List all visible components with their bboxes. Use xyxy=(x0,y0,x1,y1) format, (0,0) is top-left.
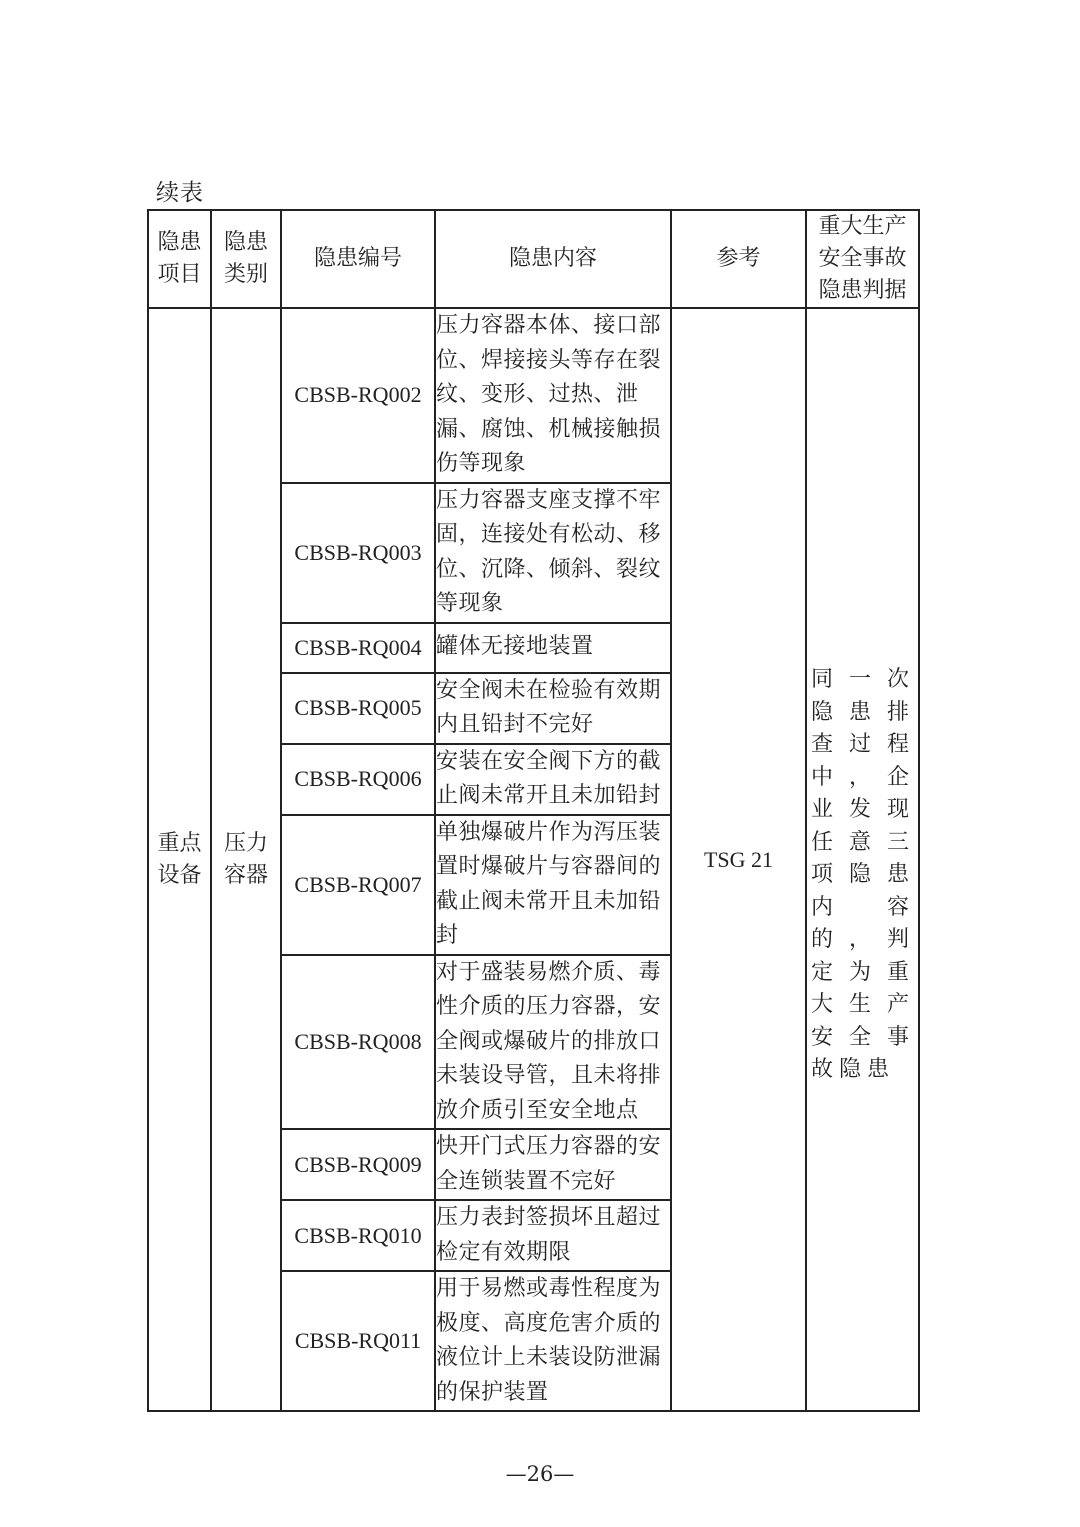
hazard-content-cell: 压力表封签损坏且超过检定有效期限 xyxy=(435,1200,671,1271)
hazard-code-cell: CBSB-RQ004 xyxy=(281,623,435,673)
hazard-content-cell: 压力容器支座支撑不牢固，连接处有松动、移位、沉降、倾斜、裂纹等现象 xyxy=(435,483,671,623)
hazard-content-cell: 罐体无接地装置 xyxy=(435,623,671,673)
hazard-content-cell: 安装在安全阀下方的截止阀未常开且未加铅封 xyxy=(435,744,671,815)
header-hazard-item: 隐患 项目 xyxy=(148,210,211,308)
hazard-content-cell: 安全阀未在检验有效期内且铅封不完好 xyxy=(435,673,671,744)
header-hazard-content: 隐患内容 xyxy=(435,210,671,308)
hazard-content-cell: 单独爆破片作为泻压装置时爆破片与容器间的截止阀未常开且未加铅封 xyxy=(435,815,671,955)
hazard-content-cell: 用于易燃或毒性程度为极度、高度危害介质的液位计上未装设防泄漏的保护装置 xyxy=(435,1271,671,1411)
criteria-text: 同一次隐患排查过程中，企业发现任意三项隐患内容的，判定为重大生产安全事故隐患 xyxy=(811,667,915,1082)
table-row xyxy=(148,308,919,483)
table-caption: 续表 xyxy=(156,180,204,206)
hazard-code-cell: CBSB-RQ007 xyxy=(281,815,435,955)
hazard-content-cell: 压力容器本体、接口部位、焊接接头等存在裂纹、变形、过热、泄漏、腐蚀、机械接触损伤等现象 xyxy=(435,308,671,483)
hazard-code-cell: CBSB-RQ009 xyxy=(281,1129,435,1200)
header-reference: 参考 xyxy=(671,210,806,308)
hazard-content-cell: 快开门式压力容器的安全连锁装置不完好 xyxy=(435,1129,671,1200)
page-number: —26— xyxy=(505,1462,575,1486)
hazard-code-cell: CBSB-RQ005 xyxy=(281,673,435,744)
criteria-cell xyxy=(806,308,919,1411)
reference-cell: TSG 21 xyxy=(671,308,806,1411)
hazard-code-cell: CBSB-RQ008 xyxy=(281,955,435,1130)
hazard-category-cell: 压力 容器 xyxy=(211,308,281,1411)
hazard-item-cell: 重点 设备 xyxy=(148,308,211,1411)
hazard-content-cell: 对于盛装易燃介质、毒性介质的压力容器，安全阀或爆破片的排放口未装设导管，且未将排放介质引至安全地点 xyxy=(435,955,671,1130)
hazard-code-cell: CBSB-RQ011 xyxy=(281,1271,435,1411)
header-major-hazard-criteria: 重大生产 安全事故 隐患判据 xyxy=(806,210,919,308)
hazard-code-cell: CBSB-RQ010 xyxy=(281,1200,435,1271)
header-hazard-code: 隐患编号 xyxy=(281,210,435,308)
hazard-code-cell: CBSB-RQ002 xyxy=(281,308,435,483)
header-hazard-category: 隐患 类别 xyxy=(211,210,281,308)
hazard-code-cell: CBSB-RQ006 xyxy=(281,744,435,815)
hazard-code-cell: CBSB-RQ003 xyxy=(281,483,435,623)
hazard-table xyxy=(147,209,920,1412)
header-row xyxy=(148,210,919,308)
